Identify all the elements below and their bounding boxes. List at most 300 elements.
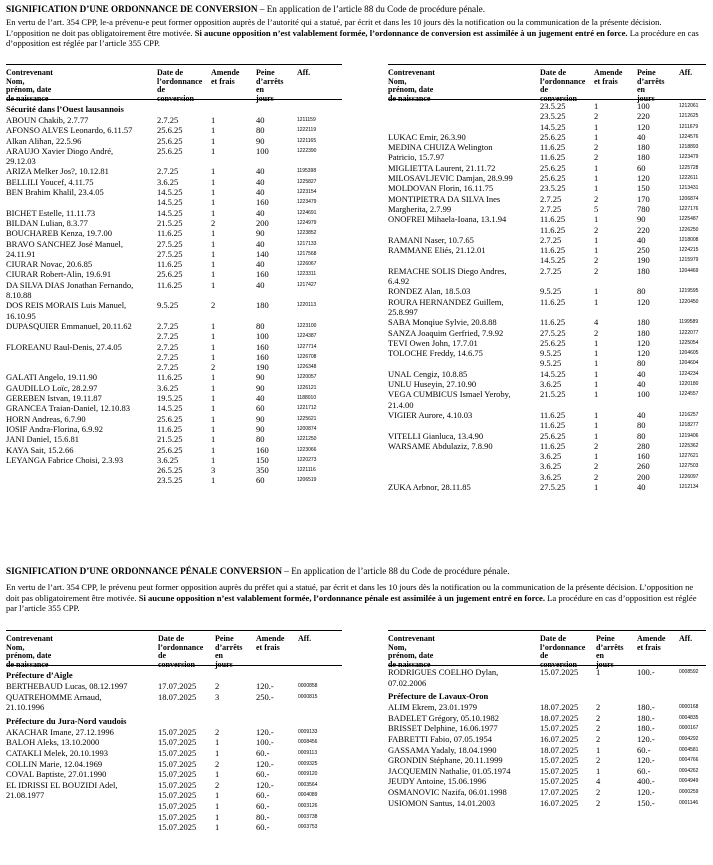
- order-date: 25.6.25: [157, 444, 183, 455]
- conversion-intro-text: En vertu de l’art. 354 CPP, le-a prévenu-e peut former opposition auprès de l’autorité qui a statué, par écrit et dans les 10 jours dès la notification ou la communication de la présente décision. L’opposition ne doit pas obligatoirement être motivée.: [6, 17, 662, 38]
- order-date: 11.6.25: [157, 279, 183, 290]
- col-value-b: 190: [637, 255, 650, 266]
- offender-name: DUPASQUIER Emmanuel, 20.11.62: [6, 320, 132, 331]
- order-date: 25.6.25: [157, 413, 183, 424]
- col-value-b: 120.-: [256, 779, 274, 790]
- order-date: 26.5.25: [157, 465, 183, 476]
- col-value-a: 1: [215, 811, 220, 822]
- case-number: 0003564: [298, 781, 318, 788]
- conversion-intro: [6, 17, 706, 49]
- column-header: Date de l’ordonnance de conversion: [157, 68, 203, 103]
- col-value-a: 1: [211, 413, 216, 424]
- offender-name: BALOH Aleks, 13.10.2000: [6, 737, 100, 748]
- col-value-a: 1: [211, 228, 216, 239]
- case-number: 1219595: [679, 288, 699, 295]
- offender-name: ZUKA Arbnor, 28.11.85: [388, 481, 471, 492]
- col-value-a: 1: [211, 341, 216, 352]
- offender-name: VITELLI Gianluca, 13.4.90: [388, 430, 484, 441]
- table-body: [388, 668, 706, 809]
- col-value-b: 400.-: [637, 776, 655, 787]
- col-value-a: 2: [594, 327, 599, 338]
- case-number: 1225054: [679, 339, 699, 346]
- order-date: 15.07.2025: [158, 758, 197, 769]
- case-number: 1222390: [297, 147, 317, 154]
- col-value-b: 120.-: [637, 786, 655, 797]
- col-value-b: 90: [256, 382, 265, 393]
- column-header: Peine d’arrêts en jours: [637, 68, 665, 103]
- order-date: 11.6.25: [540, 420, 566, 431]
- case-number: 1226121: [297, 384, 317, 391]
- col-value-a: 4: [596, 776, 601, 787]
- offender-name: 25.8.997: [388, 306, 418, 317]
- col-value-a: 2: [596, 733, 601, 744]
- offender-name: GASSAMA Yadaly, 18.04.1990: [388, 744, 497, 755]
- offender-name: COLLIN Marie, 12.04.1969: [6, 758, 103, 769]
- col-value-b: 40: [637, 131, 646, 142]
- conversion-title-bold: SIGNIFICATION D’UNE ORDONNANCE DE CONVERSION: [6, 4, 258, 14]
- order-date: 15.07.2025: [158, 811, 197, 822]
- case-number: 1188010: [297, 395, 317, 402]
- offender-name: FABRETTI Fabio, 07.05.1954: [388, 733, 492, 744]
- offender-name: VIGIER Aurore, 4.10.03: [388, 409, 473, 420]
- col-value-b: 180: [637, 327, 650, 338]
- col-value-a: 2: [596, 797, 601, 808]
- col-value-a: 2: [596, 723, 601, 734]
- offender-name: OSMANOVIC Nazifa, 06.01.1998: [388, 786, 507, 797]
- offender-name: JEUDY Antoine, 15.06.1996: [388, 776, 487, 787]
- col-value-b: 60.-: [256, 769, 270, 780]
- col-value-a: 1: [211, 351, 216, 362]
- penale-intro: [6, 582, 706, 614]
- order-date: 15.07.2025: [158, 747, 197, 758]
- case-number: 0000858: [298, 683, 318, 689]
- case-number: 0004262: [679, 767, 699, 774]
- col-value-b: 150.-: [637, 797, 655, 808]
- case-number: 0004089: [298, 792, 318, 799]
- table-row: [388, 788, 706, 799]
- col-value-a: 1: [211, 187, 216, 198]
- order-date: 15.07.2025: [540, 776, 579, 787]
- penale-title: [6, 566, 510, 577]
- col-value-a: 1: [594, 409, 599, 420]
- col-value-b: 160: [256, 341, 269, 352]
- offender-name: KAYA Sait, 15.2.66: [6, 444, 74, 455]
- order-date: 11.6.25: [540, 440, 566, 451]
- order-date: 23.5.25: [540, 101, 566, 111]
- col-value-b: 90: [256, 423, 265, 434]
- col-value-b: 100.-: [256, 737, 274, 748]
- order-date: 3.6.25: [157, 454, 179, 465]
- offender-name: LUKAC Emir, 26.3.90: [388, 131, 466, 142]
- conversion-intro-end: La procédure en cas d’opposition est réglée par l’article 355 CPP.: [6, 27, 699, 49]
- case-number: 1218277: [679, 422, 699, 429]
- col-value-b: 180: [637, 265, 650, 276]
- order-date: 2.7.25: [540, 265, 562, 276]
- order-date: 14.5.25: [157, 197, 183, 208]
- col-value-a: 1: [596, 744, 601, 755]
- case-number: 0000815: [298, 693, 318, 700]
- order-date: 11.6.25: [540, 224, 566, 235]
- header-divider: [6, 99, 342, 100]
- col-value-b: 260: [637, 461, 650, 472]
- col-value-a: 1: [211, 166, 216, 177]
- order-date: 11.6.25: [540, 245, 566, 256]
- offender-name: TEVI Owen John, 17.7.01: [388, 337, 478, 348]
- order-date: 15.07.2025: [158, 779, 197, 790]
- order-date: 18.07.2025: [540, 712, 579, 723]
- col-value-b: 180.-: [637, 723, 655, 734]
- offender-name: MOLDOVAN Florin, 16.11.75: [388, 183, 494, 194]
- case-number: 1211159: [297, 117, 316, 123]
- col-value-a: 1: [211, 423, 216, 434]
- col-value-b: 150: [256, 454, 269, 465]
- col-value-b: 40: [256, 393, 265, 404]
- case-number: 1222119: [297, 127, 317, 134]
- case-number: 1225621: [297, 415, 317, 422]
- column-header: Aff.: [679, 68, 693, 77]
- offender-name: DA SILVA DIAS Jonathan Fernando,: [6, 279, 134, 290]
- col-value-b: 180: [637, 142, 650, 153]
- header-divider: [6, 665, 342, 666]
- case-number: 1220180: [679, 381, 699, 388]
- col-value-b: 180: [637, 152, 650, 163]
- column-header: Date de l’ordonnance de conversion: [158, 634, 204, 669]
- offender-name: ROURA HERNANDEZ Guillem,: [388, 296, 504, 307]
- col-value-a: 2: [596, 702, 601, 713]
- offender-name: GAUDILLO Loïc, 28.2.97: [6, 382, 98, 393]
- order-date: 11.6.25: [157, 372, 183, 383]
- order-date: 14.5.25: [157, 187, 183, 198]
- col-value-b: 120.-: [256, 681, 274, 691]
- col-value-a: 1: [594, 131, 599, 142]
- order-date: 9.5.25: [540, 358, 562, 369]
- col-value-b: 100: [637, 101, 650, 111]
- order-date: 27.5.25: [157, 248, 183, 259]
- table-row: [388, 668, 706, 679]
- case-number: 0001146: [679, 799, 699, 806]
- col-value-a: 1: [596, 667, 601, 677]
- col-value-b: 90: [256, 413, 265, 424]
- table-row: [6, 682, 342, 693]
- offender-name: CATAKLI Melek, 20.10.1993: [6, 747, 109, 758]
- case-number: 0003753: [298, 824, 318, 831]
- offender-name: BELLILI Youcef, 4.11.75: [6, 176, 94, 187]
- penale-intro-end: La procédure en cas d’opposition est réglée par l’article 355 CPP.: [6, 592, 697, 614]
- order-date: 2.7.25: [157, 351, 179, 362]
- table-row: [388, 318, 706, 328]
- col-value-b: 220: [637, 111, 650, 122]
- header-divider: [388, 665, 706, 666]
- case-number: 1225728: [679, 164, 699, 171]
- col-value-b: 40: [256, 279, 265, 290]
- col-value-a: 2: [594, 265, 599, 276]
- group-heading: Préfecture de Lavaux-Oron: [388, 691, 489, 702]
- column-header: Aff.: [679, 634, 693, 643]
- offender-name: TOLOCHE Freddy, 14.6.75: [388, 348, 483, 359]
- case-number: 1223066: [297, 446, 317, 453]
- col-value-b: 120: [637, 348, 650, 359]
- col-value-a: 2: [594, 471, 599, 482]
- offender-name: GRANCEA Traian-Daniel, 12.10.83: [6, 403, 130, 414]
- case-number: 1213431: [679, 185, 699, 192]
- col-value-b: 40: [637, 409, 646, 420]
- col-value-a: 3: [211, 465, 216, 476]
- order-date: 25.6.25: [540, 430, 566, 441]
- offender-name: MEDINA CHUIZA Welington: [388, 142, 493, 153]
- col-value-a: 1: [594, 368, 599, 379]
- col-value-a: 2: [211, 217, 216, 228]
- case-number: 0004581: [679, 746, 699, 753]
- col-value-a: 1: [211, 331, 216, 342]
- table-row: [388, 421, 706, 431]
- col-value-a: 1: [211, 197, 216, 208]
- penale-title-bold: SIGNIFICATION D’UNE ORDONNANCE PÉNALE CONVERSION: [6, 566, 282, 576]
- col-value-a: 5: [594, 203, 599, 214]
- case-number: 1223154: [297, 189, 317, 196]
- offender-name: MONTIPIETRA DA SILVA Ines: [388, 193, 501, 204]
- col-value-b: 120.-: [637, 733, 655, 744]
- order-date: 15.07.2025: [540, 667, 579, 677]
- col-value-a: 1: [211, 176, 216, 187]
- col-value-b: 80: [637, 430, 646, 441]
- offender-name: 24.11.91: [6, 248, 36, 259]
- col-value-b: 250.-: [256, 691, 274, 702]
- order-date: 14.5.25: [157, 207, 183, 218]
- offender-name: JANI Daniel, 15.6.81: [6, 434, 79, 445]
- offender-name: ARIZA Melker Jos?, 10.12.81: [6, 166, 109, 177]
- order-date: 3.6.25: [540, 461, 562, 472]
- header-divider: [388, 99, 706, 100]
- table-row: [388, 799, 706, 810]
- order-date: 15.07.2025: [158, 800, 197, 811]
- col-value-a: 1: [594, 430, 599, 441]
- order-date: 2.7.25: [157, 166, 179, 177]
- case-number: 1200874: [297, 425, 317, 432]
- offender-name: EL IDRISSI EL BOUZIDI Adel,: [6, 779, 118, 790]
- col-value-a: 2: [596, 712, 601, 723]
- order-date: 3.6.25: [157, 176, 179, 187]
- case-number: 1226097: [679, 473, 699, 480]
- case-number: 0000167: [679, 725, 699, 732]
- col-value-a: 2: [594, 193, 599, 204]
- offender-name: CIURAR Robert-Alin, 19.6.91: [6, 269, 112, 280]
- order-date: 3.6.25: [540, 451, 562, 462]
- table-row: [6, 147, 342, 157]
- order-date: 9.5.25: [540, 286, 562, 297]
- offender-name: IOSIF Andra-Florina, 6.9.92: [6, 423, 104, 434]
- col-value-a: 1: [594, 173, 599, 184]
- col-value-a: 2: [215, 681, 220, 691]
- col-value-a: 1: [594, 481, 599, 492]
- col-value-b: 100.-: [637, 667, 655, 677]
- case-number: 1227176: [679, 205, 699, 212]
- col-value-a: 1: [211, 145, 216, 156]
- order-date: 2.7.25: [157, 115, 179, 125]
- offender-name: ABOUN Chakib, 2.7.77: [6, 115, 89, 125]
- col-value-a: 2: [596, 755, 601, 766]
- col-value-a: 1: [211, 125, 216, 136]
- order-date: 23.5.25: [157, 475, 183, 486]
- col-value-b: 80: [637, 286, 646, 297]
- case-number: 1218893: [679, 144, 699, 151]
- col-value-b: 40: [637, 481, 646, 492]
- col-value-a: 1: [211, 475, 216, 486]
- case-number: 1222611: [679, 175, 699, 182]
- col-value-b: 90: [256, 228, 265, 239]
- col-value-b: 180: [256, 300, 269, 311]
- offender-name: ALIM Ekrem, 23.01.1979: [388, 702, 478, 713]
- col-value-b: 60: [256, 475, 265, 486]
- col-value-a: 1: [594, 121, 599, 132]
- col-value-b: 80: [256, 434, 265, 445]
- offender-name: SANZA Joaquim Gerfried, 7.9.92: [388, 327, 504, 338]
- conversion-table-left: [6, 64, 342, 545]
- order-date: 25.6.25: [157, 135, 183, 146]
- order-date: 11.6.25: [157, 423, 183, 434]
- group-heading: Sécurité dans l’Ouest lausannois: [6, 104, 124, 114]
- case-number: 1226348: [297, 364, 317, 371]
- col-value-b: 220: [637, 224, 650, 235]
- case-number: 1206874: [679, 195, 699, 202]
- case-number: 1212061: [679, 103, 699, 109]
- table-row: [388, 483, 706, 493]
- case-number: 0004292: [679, 735, 699, 742]
- order-date: 3.6.25: [157, 382, 179, 393]
- case-number: 1224576: [679, 133, 699, 140]
- column-header: Date de l’ordonnance de conversion: [540, 634, 586, 669]
- offender-name: 29.12.03: [6, 156, 36, 167]
- col-value-a: 2: [215, 758, 220, 769]
- col-value-b: 60.-: [256, 822, 270, 833]
- col-value-a: 1: [594, 420, 599, 431]
- offender-name: RAMMANE Eliés, 21.12.01: [388, 245, 486, 256]
- case-number: 0009113: [298, 749, 318, 756]
- offender-name: AFONSO ALVES Leonardo, 6.11.57: [6, 125, 133, 136]
- case-number: 0004949: [679, 778, 699, 785]
- offender-name: CIURAR Novac, 20.6.85: [6, 259, 93, 270]
- col-value-b: 120: [637, 173, 650, 184]
- offender-name: BILDAN Lulian, 8.3.77: [6, 217, 88, 228]
- case-number: 1212134: [679, 483, 699, 490]
- column-header: Amende et frais: [594, 68, 623, 86]
- order-date: 3.6.25: [540, 379, 562, 390]
- col-value-b: 90: [256, 135, 265, 146]
- col-value-a: 2: [594, 111, 599, 122]
- case-number: 1226067: [297, 261, 317, 268]
- col-value-a: 2: [594, 224, 599, 235]
- order-date: 11.6.25: [540, 152, 566, 163]
- col-value-b: 60: [256, 403, 265, 414]
- column-header: Amende et frais: [256, 634, 285, 652]
- col-value-b: 100: [637, 389, 650, 400]
- col-value-b: 180.-: [637, 702, 655, 713]
- order-date: 23.5.25: [540, 183, 566, 194]
- column-header: Contrevenant Nom, prénom, date de naissance: [6, 68, 53, 103]
- order-date: 25.6.25: [157, 269, 183, 280]
- order-date: 15.07.2025: [158, 790, 197, 801]
- col-value-a: 1: [211, 248, 216, 259]
- order-date: 9.5.25: [157, 300, 179, 311]
- offender-name: 6.4.92: [388, 276, 410, 287]
- offender-name: 21.10.1996: [6, 702, 45, 713]
- case-number: 1199589: [679, 319, 699, 326]
- table-row: [6, 802, 342, 813]
- col-value-a: 1: [211, 403, 216, 414]
- offender-name: 21.08.1977: [6, 790, 45, 801]
- order-date: 23.5.25: [540, 111, 566, 122]
- offender-name: BEN Brahim Khalil, 23.4.05: [6, 187, 104, 198]
- order-date: 16.07.2025: [540, 797, 579, 808]
- case-number: 1226708: [297, 353, 317, 360]
- case-number: 1224557: [679, 391, 699, 398]
- col-value-a: 1: [594, 183, 599, 194]
- case-number: 1221165: [297, 137, 317, 144]
- col-value-b: 40: [256, 238, 265, 249]
- table-row: [388, 679, 706, 690]
- col-value-a: 1: [594, 234, 599, 245]
- col-value-a: 1: [594, 358, 599, 369]
- table-row: [388, 298, 706, 308]
- table-row: [388, 267, 706, 277]
- column-header: Contrevenant Nom, prénom, date de naissance: [388, 68, 435, 103]
- case-number: 1225487: [679, 216, 699, 223]
- column-header: Peine d’arrêts en jours: [215, 634, 243, 669]
- col-value-b: 180: [637, 317, 650, 328]
- col-value-b: 200: [637, 471, 650, 482]
- case-number: 1217133: [297, 240, 317, 247]
- case-number: 0009325: [298, 760, 318, 767]
- offender-name: USIOMON Santus, 14.01.2003: [388, 797, 495, 808]
- col-value-a: 1: [594, 337, 599, 348]
- order-date: 11.6.25: [540, 142, 566, 153]
- order-date: 11.6.25: [157, 228, 183, 239]
- table-body: [6, 102, 342, 487]
- offender-name: GALATI Angelo, 19.11.90: [6, 372, 98, 383]
- col-value-a: 1: [594, 379, 599, 390]
- offender-name: WARSAME Abdulaziz, 7.8.90: [388, 440, 493, 451]
- case-number: 1221712: [297, 405, 317, 412]
- col-value-b: 160: [637, 451, 650, 462]
- order-date: 16.07.2025: [540, 733, 579, 744]
- col-value-a: 2: [594, 142, 599, 153]
- order-date: 17.07.2025: [158, 681, 197, 691]
- column-header: Peine d’arrêts en jours: [596, 634, 624, 669]
- table-row: [388, 390, 706, 400]
- case-number: 1219406: [679, 432, 699, 439]
- col-value-b: 190: [256, 362, 269, 373]
- table-row: [6, 693, 342, 704]
- order-date: 25.6.25: [540, 337, 566, 348]
- penale-intro-bold: Si aucune opposition n’est valablement formée, l’ordonnance pénale est assimilée à un jugement entré en force.: [138, 592, 546, 603]
- offender-name: REMACHE SOLIS Diego Andres,: [388, 265, 507, 276]
- offender-name: RAMANI Naser, 10.7.65: [388, 234, 474, 245]
- case-number: 1227714: [297, 343, 317, 350]
- col-value-b: 120.-: [256, 726, 274, 737]
- case-number: 0009133: [298, 728, 318, 735]
- col-value-b: 120: [637, 121, 650, 132]
- col-value-a: 1: [211, 207, 216, 218]
- offender-name: Alkan Alihan, 22.5.96: [6, 135, 82, 146]
- group-heading: Préfecture du Jura-Nord vaudois: [6, 715, 127, 726]
- order-date: 14.5.25: [157, 403, 183, 414]
- col-value-b: 90: [256, 372, 265, 383]
- order-date: 2.7.25: [157, 331, 179, 342]
- col-value-a: 1: [211, 320, 216, 331]
- case-number: 1224691: [297, 209, 317, 216]
- order-date: 14.5.25: [540, 255, 566, 266]
- case-number: 1227503: [679, 463, 699, 470]
- col-value-a: 1: [594, 214, 599, 225]
